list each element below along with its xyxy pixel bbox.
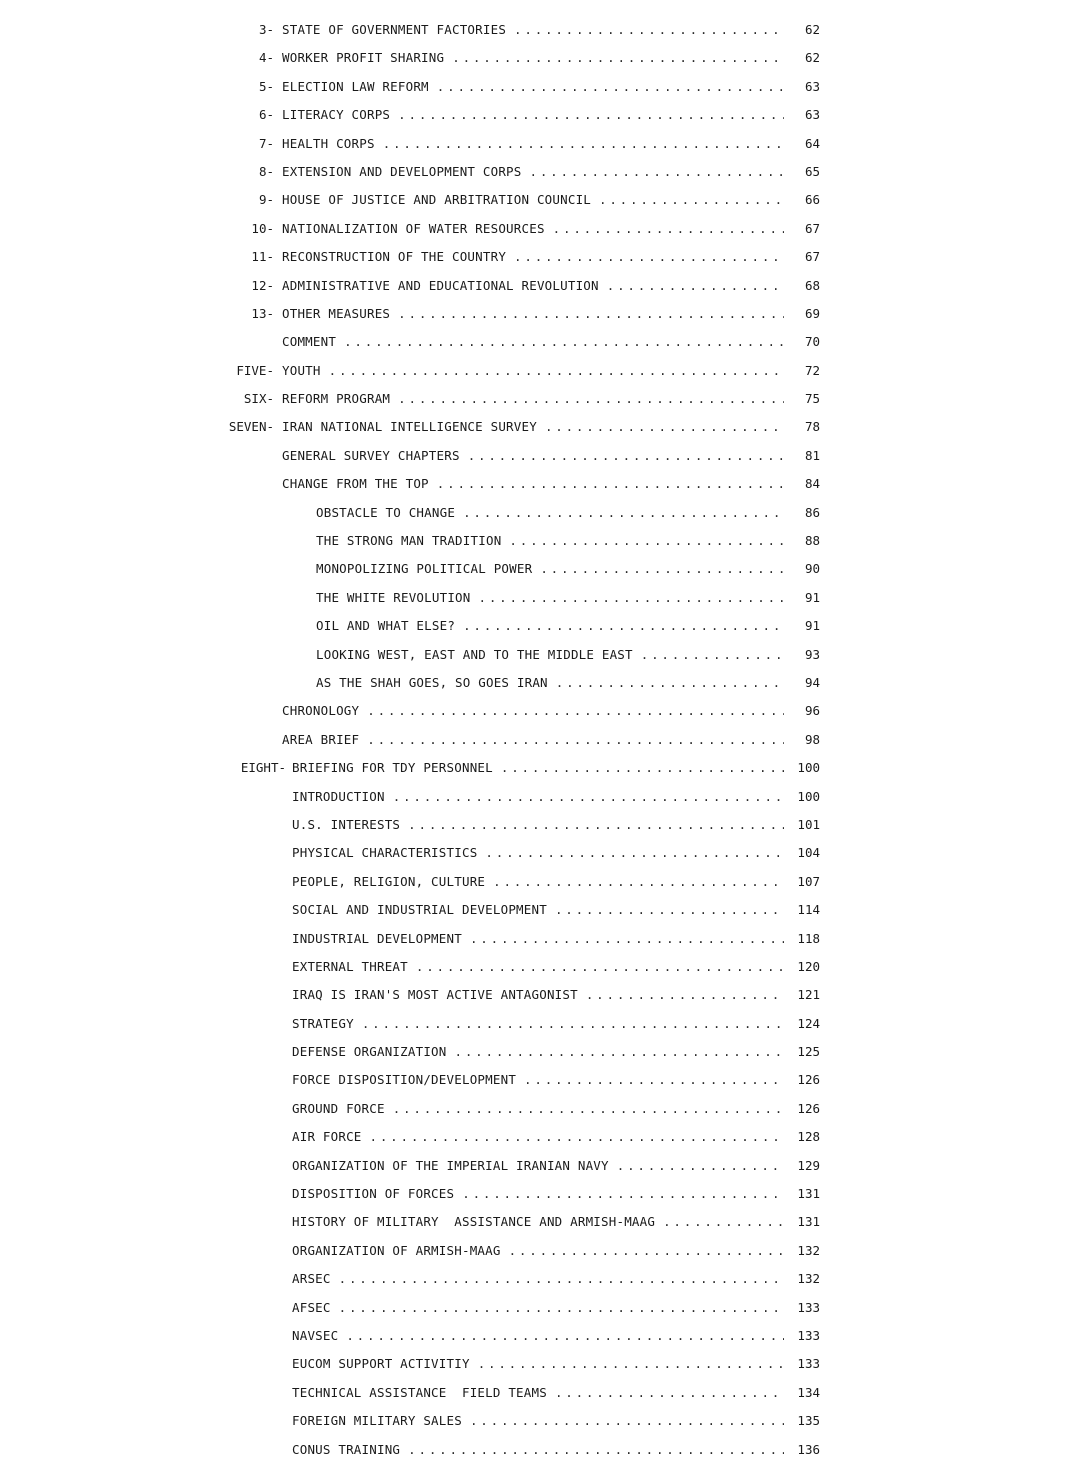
toc-entry-page-number: 132: [797, 1242, 820, 1258]
toc-entry-title: HOUSE OF JUSTICE AND ARBITRATION COUNCIL: [282, 192, 592, 208]
toc-entry-title: AFSEC: [292, 1299, 331, 1315]
dot-leader: [452, 44, 784, 72]
toc-entry-page-number: 67: [804, 249, 820, 265]
toc-entry-title: COMMENT: [282, 334, 337, 350]
toc-entry: [0, 101, 1067, 129]
dot-leader: [556, 669, 784, 697]
toc-entry: [0, 499, 1067, 527]
toc-entry-page-number: 66: [804, 192, 820, 208]
toc-entry: [0, 1294, 1067, 1322]
toc-entry-title: PEOPLE, RELIGION, CULTURE: [292, 873, 486, 889]
toc-entry: [0, 470, 1067, 498]
toc-entry-page-number: 132: [797, 1271, 820, 1287]
toc-entry-page-number: 104: [797, 845, 820, 861]
toc-entry-page-number: 69: [804, 305, 820, 321]
dot-leader: [540, 555, 784, 583]
toc-entry: [0, 1379, 1067, 1407]
dot-leader: [555, 896, 784, 924]
toc-entry-title: TECHNICAL ASSISTANCE FIELD TEAMS: [292, 1384, 547, 1400]
toc-entry-page-number: 81: [804, 447, 820, 463]
toc-entry-title: NATIONALIZATION OF WATER RESOURCES: [282, 220, 545, 236]
dot-leader: [555, 1379, 784, 1407]
toc-entry-page-number: 121: [797, 987, 820, 1003]
toc-entry: [0, 669, 1067, 697]
toc-entry-title: GROUND FORCE: [292, 1100, 385, 1116]
toc-entry: [0, 1208, 1067, 1236]
toc-entry-title: PHYSICAL CHARACTERISTICS: [292, 845, 478, 861]
toc-entry-title: IRAN NATIONAL INTELLIGENCE SURVEY: [282, 419, 537, 435]
dot-leader: [470, 925, 784, 953]
toc-entry-page-number: 124: [797, 1015, 820, 1031]
toc-entry-title: CHANGE FROM THE TOP: [282, 476, 429, 492]
toc-entry-title: STRATEGY: [292, 1015, 354, 1031]
toc-entry-title: ORGANIZATION OF ARMISH-MAAG: [292, 1242, 501, 1258]
toc-entry-title: AREA BRIEF: [282, 731, 360, 747]
dot-leader: [478, 1350, 784, 1378]
toc-entry-number: SIX-: [243, 391, 274, 407]
toc-entry: [0, 1350, 1067, 1378]
dot-leader: [509, 1237, 784, 1265]
dot-leader: [383, 130, 784, 158]
dot-leader: [416, 953, 784, 981]
toc-entry-title: IRAQ IS IRAN'S MOST ACTIVE ANTAGONIST: [292, 987, 578, 1003]
toc-entry: [0, 272, 1067, 300]
dot-leader: [530, 158, 785, 186]
toc-entry-page-number: 133: [797, 1327, 820, 1343]
toc-entry: [0, 130, 1067, 158]
toc-entry: [0, 1322, 1067, 1350]
toc-entry-title: OTHER MEASURES: [282, 305, 391, 321]
toc-entry: [0, 612, 1067, 640]
toc-entry-page-number: 101: [797, 816, 820, 832]
toc-entry-page-number: 118: [797, 930, 820, 946]
toc-entry-page-number: 100: [797, 760, 820, 776]
dot-leader: [408, 1436, 784, 1464]
toc-entry: [0, 1038, 1067, 1066]
toc-entry-title: GENERAL SURVEY CHAPTERS: [282, 447, 460, 463]
toc-entry-title: NAVSEC: [292, 1327, 339, 1343]
toc-entry: [0, 641, 1067, 669]
dot-leader: [470, 1407, 784, 1435]
toc-entry-page-number: 98: [804, 731, 820, 747]
toc-entry-title: ADMINISTRATIVE AND EDUCATIONAL REVOLUTION: [282, 277, 599, 293]
toc-entry-title: BRIEFING FOR TDY PERSONNEL: [292, 760, 493, 776]
toc-entry-number: 10-: [251, 220, 274, 236]
toc-entry-title: EXTERNAL THREAT: [292, 958, 408, 974]
toc-entry: [0, 442, 1067, 470]
toc-entry: [0, 527, 1067, 555]
toc-entry: [0, 981, 1067, 1009]
toc-entry: [0, 584, 1067, 612]
dot-leader: [599, 186, 784, 214]
toc-entry-title: THE STRONG MAN TRADITION: [316, 533, 502, 549]
toc-entry: [0, 1095, 1067, 1123]
toc-entry-page-number: 72: [804, 362, 820, 378]
toc-entry-page-number: 93: [804, 646, 820, 662]
toc-entry: [0, 413, 1067, 441]
toc-entry: [0, 783, 1067, 811]
dot-leader: [485, 839, 784, 867]
toc-entry: [0, 357, 1067, 385]
toc-entry-page-number: 135: [797, 1413, 820, 1429]
toc-entry-page-number: 63: [804, 107, 820, 123]
toc-entry-number: 6-: [258, 107, 274, 123]
toc-entry-page-number: 91: [804, 589, 820, 605]
dot-leader: [468, 442, 784, 470]
toc-entry: [0, 1265, 1067, 1293]
dot-leader: [367, 697, 784, 725]
toc-entry: [0, 726, 1067, 754]
dot-leader: [329, 357, 784, 385]
toc-entry: [0, 697, 1067, 725]
dot-leader: [437, 73, 784, 101]
dot-leader: [339, 1265, 784, 1293]
dot-leader: [617, 1152, 784, 1180]
toc-entry-page-number: 131: [797, 1186, 820, 1202]
toc-entry-title: CHRONOLOGY: [282, 703, 360, 719]
dot-leader: [408, 811, 784, 839]
toc-entry-title: RECONSTRUCTION OF THE COUNTRY: [282, 249, 507, 265]
toc-entry: [0, 1010, 1067, 1038]
toc-entry: [0, 1123, 1067, 1151]
table-of-contents: [0, 16, 1067, 1464]
toc-entry-page-number: 107: [797, 873, 820, 889]
dot-leader: [545, 413, 784, 441]
toc-entry: [0, 1152, 1067, 1180]
toc-entry-page-number: 126: [797, 1100, 820, 1116]
toc-entry: [0, 811, 1067, 839]
toc-entry-title: YOUTH: [282, 362, 321, 378]
toc-entry-number: 11-: [251, 249, 274, 265]
toc-entry-title: OBSTACLE TO CHANGE: [316, 504, 456, 520]
dot-leader: [553, 215, 784, 243]
toc-entry-page-number: 65: [804, 163, 820, 179]
toc-entry-title: HEALTH CORPS: [282, 135, 375, 151]
dot-leader: [362, 1010, 784, 1038]
dot-leader: [393, 1095, 784, 1123]
toc-entry: [0, 1436, 1067, 1464]
toc-entry-page-number: 94: [804, 674, 820, 690]
toc-entry-page-number: 131: [797, 1214, 820, 1230]
dot-leader: [463, 612, 784, 640]
toc-entry: [0, 1407, 1067, 1435]
toc-entry-title: HISTORY OF MILITARY ASSISTANCE AND ARMISH-MAAG: [292, 1214, 656, 1230]
toc-entry-page-number: 100: [797, 788, 820, 804]
toc-entry: [0, 328, 1067, 356]
toc-entry-title: DEFENSE ORGANIZATION: [292, 1044, 447, 1060]
dot-leader: [344, 328, 784, 356]
dot-leader: [641, 641, 784, 669]
toc-entry: [0, 896, 1067, 924]
toc-entry: [0, 300, 1067, 328]
toc-entry: [0, 16, 1067, 44]
toc-entry-title: INTRODUCTION: [292, 788, 385, 804]
toc-entry-number: FIVE-: [236, 362, 274, 378]
toc-entry-number: 8-: [258, 163, 274, 179]
toc-entry-page-number: 84: [804, 476, 820, 492]
toc-entry-title: DISPOSITION OF FORCES: [292, 1186, 455, 1202]
toc-entry: [0, 868, 1067, 896]
dot-leader: [524, 1066, 784, 1094]
toc-entry: [0, 555, 1067, 583]
toc-entry-page-number: 129: [797, 1157, 820, 1173]
toc-entry: [0, 953, 1067, 981]
toc-entry-title: U.S. INTERESTS: [292, 816, 401, 832]
toc-entry-title: THE WHITE REVOLUTION: [316, 589, 471, 605]
dot-leader: [339, 1294, 784, 1322]
toc-entry: [0, 186, 1067, 214]
toc-entry-title: WORKER PROFIT SHARING: [282, 50, 445, 66]
toc-entry-number: 4-: [258, 50, 274, 66]
toc-entry-page-number: 125: [797, 1044, 820, 1060]
dot-leader: [463, 499, 784, 527]
toc-entry-page-number: 91: [804, 618, 820, 634]
toc-entry: [0, 1237, 1067, 1265]
toc-entry-page-number: 136: [797, 1441, 820, 1457]
toc-entry-title: ELECTION LAW REFORM: [282, 78, 429, 94]
toc-entry-number: 9-: [258, 192, 274, 208]
toc-entry-number: 12-: [251, 277, 274, 293]
dot-leader: [514, 16, 784, 44]
toc-entry-title: ORGANIZATION OF THE IMPERIAL IRANIAN NAVY: [292, 1157, 609, 1173]
toc-entry-page-number: 78: [804, 419, 820, 435]
toc-entry-title: SOCIAL AND INDUSTRIAL DEVELOPMENT: [292, 902, 547, 918]
dot-leader: [586, 981, 784, 1009]
dot-leader: [437, 470, 784, 498]
dot-leader: [663, 1208, 784, 1236]
toc-entry-title: LITERACY CORPS: [282, 107, 391, 123]
toc-entry: [0, 925, 1067, 953]
toc-entry-number: 13-: [251, 305, 274, 321]
dot-leader: [346, 1322, 784, 1350]
toc-entry-title: LOOKING WEST, EAST AND TO THE MIDDLE EAST: [316, 646, 633, 662]
toc-entry-page-number: 62: [804, 50, 820, 66]
toc-entry: [0, 158, 1067, 186]
dot-leader: [493, 868, 784, 896]
dot-leader: [514, 243, 784, 271]
dot-leader: [501, 754, 784, 782]
toc-entry-title: FOREIGN MILITARY SALES: [292, 1413, 462, 1429]
toc-entry-title: CONUS TRAINING: [292, 1441, 401, 1457]
dot-leader: [370, 1123, 784, 1151]
dot-leader: [607, 272, 784, 300]
toc-entry: [0, 1180, 1067, 1208]
toc-entry-number: 3-: [258, 22, 274, 37]
toc-entry-title: AS THE SHAH GOES, SO GOES IRAN: [316, 674, 548, 690]
toc-entry-number: 5-: [258, 78, 274, 94]
toc-entry-number: SEVEN-: [228, 419, 274, 435]
toc-entry: [0, 44, 1067, 72]
toc-entry-page-number: 128: [797, 1129, 820, 1145]
toc-entry: [0, 243, 1067, 271]
toc-entry-title: EXTENSION AND DEVELOPMENT CORPS: [282, 163, 522, 179]
toc-entry-page-number: 133: [797, 1356, 820, 1372]
dot-leader: [398, 300, 784, 328]
toc-entry-page-number: 120: [797, 958, 820, 974]
dot-leader: [367, 726, 784, 754]
toc-entry-page-number: 126: [797, 1072, 820, 1088]
toc-entry: [0, 754, 1067, 782]
dot-leader: [462, 1180, 784, 1208]
toc-entry-title: EUCOM SUPPORT ACTIVITIY: [292, 1356, 470, 1372]
toc-entry: [0, 839, 1067, 867]
dot-leader: [393, 783, 784, 811]
toc-entry-title: AIR FORCE: [292, 1129, 362, 1145]
toc-entry-page-number: 133: [797, 1299, 820, 1315]
toc-entry-page-number: 67: [804, 220, 820, 236]
toc-entry-number: EIGHT-: [240, 760, 286, 776]
dot-leader: [509, 527, 784, 555]
toc-entry-number: 7-: [258, 135, 274, 151]
toc-entry-page-number: 96: [804, 703, 820, 719]
toc-entry-page-number: 63: [804, 78, 820, 94]
toc-entry: [0, 215, 1067, 243]
toc-entry-page-number: 68: [804, 277, 820, 293]
toc-entry-title: ARSEC: [292, 1271, 331, 1287]
dot-leader: [455, 1038, 784, 1066]
toc-entry: [0, 1066, 1067, 1094]
toc-entry-page-number: 70: [804, 334, 820, 350]
toc-entry-title: MONOPOLIZING POLITICAL POWER: [316, 561, 533, 577]
dot-leader: [479, 584, 784, 612]
toc-entry-page-number: 64: [804, 135, 820, 151]
toc-entry: [0, 385, 1067, 413]
toc-entry-title: INDUSTRIAL DEVELOPMENT: [292, 930, 462, 946]
dot-leader: [398, 101, 784, 129]
toc-entry-title: FORCE DISPOSITION/DEVELOPMENT: [292, 1072, 517, 1088]
toc-entry: [0, 73, 1067, 101]
toc-entry-title: REFORM PROGRAM: [282, 391, 391, 407]
toc-entry-title: OIL AND WHAT ELSE?: [316, 618, 456, 634]
toc-entry-page-number: 62: [804, 22, 820, 37]
toc-entry-page-number: 90: [804, 561, 820, 577]
toc-entry-page-number: 75: [804, 391, 820, 407]
toc-entry-title: STATE OF GOVERNMENT FACTORIES: [282, 22, 507, 37]
toc-entry-page-number: 114: [797, 902, 820, 918]
dot-leader: [398, 385, 784, 413]
toc-entry-page-number: 134: [797, 1384, 820, 1400]
toc-entry-page-number: 86: [804, 504, 820, 520]
toc-entry-page-number: 88: [804, 533, 820, 549]
